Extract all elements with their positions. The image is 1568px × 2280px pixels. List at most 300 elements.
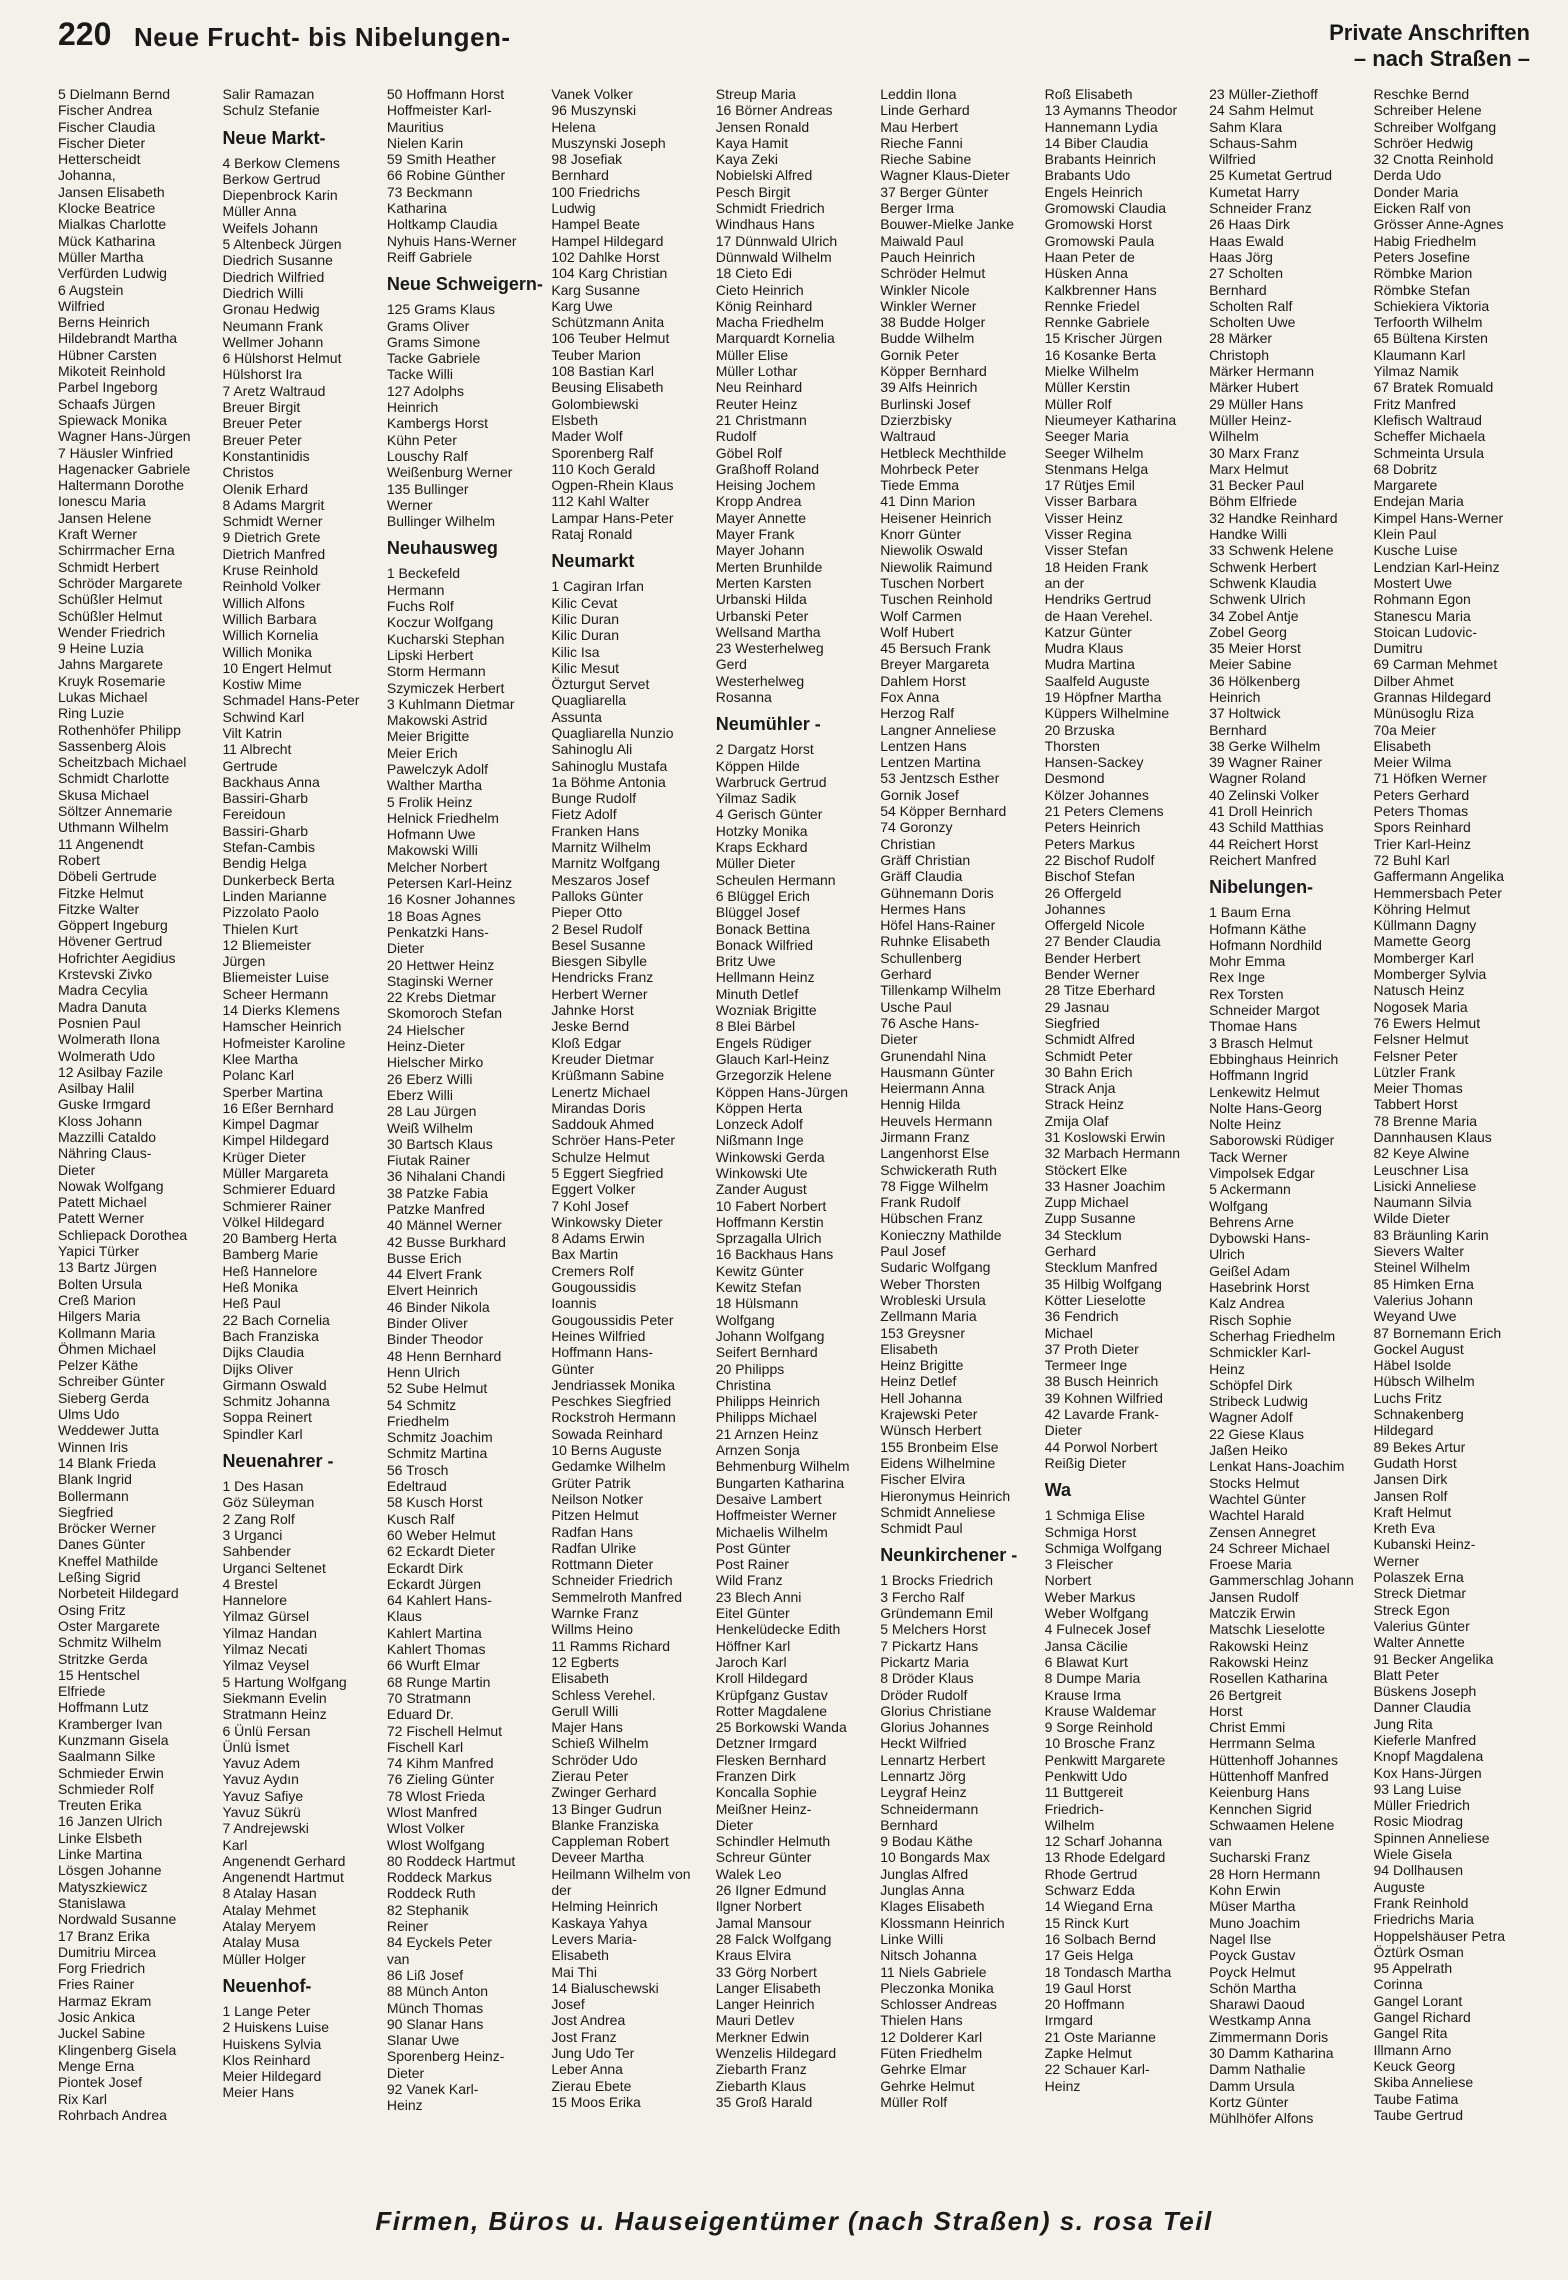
resident-entry: Öhmen Michael	[58, 1340, 157, 1357]
resident-entry: Levers Maria-	[551, 1930, 637, 1947]
resident-entry: 4 Gerisch Günter	[715, 806, 823, 823]
resident-entry: Schmitz Johanna	[222, 1393, 330, 1410]
resident-entry: Kimpel Hildegard	[222, 1132, 330, 1149]
category-heading	[1329, 20, 1530, 72]
resident-entry: Westkamp Anna	[1209, 2012, 1311, 2029]
resident-entry: Hamscher Heinrich	[222, 1018, 342, 1035]
resident-entry: Lösgen Johanne	[58, 1862, 162, 1879]
resident-entry: 17 Rütjes Emil	[1044, 477, 1135, 494]
resident-entry: Cappleman Robert	[551, 1833, 669, 1850]
resident-entry: Wilhelm	[1044, 1816, 1095, 1833]
resident-entry: Heinz-Dieter	[386, 1038, 465, 1055]
resident-entry: van	[1209, 1833, 1232, 1850]
resident-entry: 10 Engert Helmut	[222, 659, 332, 676]
resident-entry: Völkel Hildegard	[222, 1213, 325, 1230]
resident-entry: Forg Friedrich	[58, 1960, 146, 1977]
resident-entry: 84 Eyckels Peter	[386, 1934, 492, 1951]
resident-entry: Blüggel Josef	[715, 904, 800, 921]
resident-entry: Niewolik Oswald	[880, 542, 983, 559]
resident-entry: Leygraf Heinz	[880, 1784, 967, 1801]
directory-column-8	[1209, 86, 1365, 2186]
resident-entry: Wiele Gisela	[1373, 1846, 1453, 1863]
resident-entry: Mauritius	[386, 118, 444, 135]
resident-entry: Bernhard	[1209, 281, 1267, 298]
resident-entry: Döbeli Gertrude	[58, 868, 157, 885]
resident-entry: Marquardt Kornelia	[715, 330, 835, 347]
resident-entry: Fritz Manfred	[1373, 395, 1456, 412]
resident-entry: Müller Martha	[58, 248, 144, 265]
resident-entry: Saalfeld Auguste	[1044, 672, 1150, 689]
resident-entry: 21 Christmann	[715, 411, 807, 428]
resident-entry: Yavuz Safiye	[222, 1787, 304, 1804]
resident-entry: Hampel Hildegard	[551, 232, 664, 249]
resident-entry: Johann Wolfgang	[715, 1327, 825, 1344]
resident-entry: Hasebrink Horst	[1209, 1279, 1310, 1296]
resident-entry: Desmond	[1044, 770, 1105, 787]
resident-entry: Hoffmann Lutz	[58, 1699, 149, 1716]
resident-entry: Heß Monika	[222, 1279, 298, 1296]
resident-entry: Schieß Wilhelm	[551, 1735, 649, 1752]
resident-entry: Ogpen-Rhein Klaus	[551, 477, 674, 494]
resident-entry: Danes Günter	[58, 1536, 146, 1553]
resident-entry: Elisabeth	[551, 1670, 609, 1687]
resident-entry: Breuer Peter	[222, 415, 302, 432]
resident-entry: 38 Patzke Fabia	[386, 1184, 489, 1201]
resident-entry: Skomoroch Stefan	[386, 1005, 503, 1022]
resident-entry: Leßing Sigrid	[58, 1569, 141, 1586]
resident-entry: Wolfgang	[1209, 1197, 1268, 1214]
resident-entry: 26 Haas Dirk	[1209, 216, 1290, 233]
resident-entry: Trier Karl-Heinz	[1373, 835, 1471, 852]
resident-entry: Wolfgang	[715, 1311, 775, 1328]
street-heading: Nibelungen-	[1209, 877, 1314, 898]
resident-entry: Heines Wilfried	[551, 1327, 646, 1344]
resident-entry: Schmieder Rolf	[58, 1780, 154, 1797]
resident-entry: 112 Kahl Walter	[551, 493, 650, 510]
resident-entry: 125 Grams Klaus	[386, 301, 496, 318]
resident-entry: Momberger Karl	[1373, 949, 1474, 966]
resident-entry: Hielscher Mirko	[386, 1054, 484, 1071]
resident-entry: Kropp Andrea	[715, 493, 802, 510]
resident-entry: Frank Rudolf	[880, 1194, 961, 1211]
resident-entry: Römbke Marion	[1373, 265, 1473, 282]
resident-entry: Klein Paul	[1373, 526, 1437, 543]
resident-entry: 10 Bongards Max	[880, 1849, 990, 1866]
resident-entry: Rockstroh Hermann	[551, 1409, 676, 1426]
resident-entry: 83 Bräunling Karin	[1373, 1226, 1489, 1243]
resident-entry: Bolten Ursula	[58, 1275, 143, 1292]
resident-entry: Pelzer Käthe	[58, 1357, 139, 1374]
resident-entry: 7 Pickartz Hans	[880, 1637, 979, 1654]
resident-entry: Blank Ingrid	[58, 1471, 132, 1488]
resident-entry: Schmidt Herbert	[58, 558, 160, 575]
resident-entry: 42 Lavarde Frank-	[1044, 1406, 1160, 1423]
resident-entry: Reißig Dieter	[1044, 1454, 1127, 1471]
resident-entry: Leuschner Lisa	[1373, 1161, 1469, 1178]
resident-entry: 6 Hülshorst Helmut	[222, 350, 342, 367]
resident-entry: Pauch Heinrich	[880, 248, 976, 265]
resident-entry: Waltraud	[880, 428, 936, 445]
resident-entry: Müser Martha	[1209, 1898, 1296, 1915]
resident-entry: Jahns Margarete	[58, 656, 164, 673]
resident-entry: Meier Hans	[222, 2084, 295, 2101]
resident-entry: Wilhelm	[1209, 428, 1259, 445]
resident-entry: Majer Hans	[551, 1719, 623, 1736]
resident-entry: Rothenhöfer Philipp	[58, 721, 181, 738]
resident-entry: Behmenburg Wilhelm	[715, 1458, 850, 1475]
resident-entry: 2 Zang Rolf	[222, 1510, 295, 1527]
resident-entry: Mazzilli Cataldo	[58, 1129, 157, 1145]
resident-entry: Pieper Otto	[551, 904, 623, 921]
resident-entry: 1 Des Hasan	[222, 1478, 304, 1495]
resident-entry: Winkler Nicole	[880, 281, 970, 298]
resident-entry: Schützmann Anita	[551, 314, 665, 331]
resident-entry: Müller Kerstin	[1044, 379, 1131, 396]
resident-entry: 11 Albrecht	[222, 741, 292, 758]
resident-entry: Schüßler Helmut	[58, 591, 163, 608]
resident-entry: Kollmann Maria	[58, 1324, 156, 1341]
resident-entry: Heß Hannelore	[222, 1262, 318, 1279]
resident-entry: 18 Hülsmann	[715, 1295, 799, 1312]
resident-entry: Schröer Hedwig	[1373, 134, 1474, 151]
resident-entry: Weber Markus	[1044, 1588, 1136, 1605]
resident-entry: Stecklum Manfred	[1044, 1259, 1158, 1276]
resident-entry: Zander August	[715, 1181, 807, 1198]
resident-entry: Windhaus Hans	[715, 216, 815, 233]
resident-entry: 20 Hoffmann	[1044, 1996, 1125, 2013]
resident-entry: Warbruck Gertrud	[715, 773, 827, 790]
resident-entry: Heisener Heinrich	[880, 509, 992, 526]
resident-entry: der	[551, 1882, 572, 1899]
resident-entry: 5 Melchers Horst	[880, 1621, 986, 1638]
resident-entry: 76 Zieling Günter	[386, 1771, 495, 1788]
resident-entry: Stratmann Heinz	[222, 1706, 327, 1723]
resident-entry: Kimpel Hans-Werner	[1373, 509, 1504, 526]
resident-entry: 35 Hilbig Wolfgang	[1044, 1275, 1162, 1292]
resident-entry: Burlinski Josef	[880, 395, 971, 412]
resident-entry: 3 Kuhlmann Dietmar	[386, 695, 515, 712]
resident-entry: Robert	[58, 851, 101, 868]
resident-entry: Henn Ulrich	[386, 1363, 461, 1380]
resident-entry: Mühlhöfer Alfons	[1209, 2110, 1314, 2127]
resident-entry: Teuber Marion	[551, 346, 641, 363]
resident-entry: Frank Reinhold	[1373, 1894, 1469, 1911]
resident-entry: Hetbleck Mechthilde	[880, 444, 1007, 461]
resident-entry: Vilt Katrin	[222, 724, 283, 741]
resident-entry: Ulrich	[1209, 1246, 1245, 1263]
resident-entry: 66 Robine Günther	[386, 167, 506, 184]
resident-entry: Willich Monika	[222, 643, 312, 660]
resident-entry: 43 Schild Matthias	[1209, 819, 1324, 836]
resident-entry: Kraps Eckhard	[715, 839, 808, 856]
resident-entry: Hell Johanna	[880, 1389, 962, 1406]
resident-entry: 18 Cieto Edi	[715, 265, 793, 282]
resident-entry: Rotter Magdalene	[715, 1702, 828, 1719]
resident-entry: 72 Buhl Karl	[1373, 851, 1450, 868]
resident-entry: Rudolf	[715, 428, 757, 445]
resident-entry: Schiekiera Viktoria	[1373, 297, 1490, 314]
resident-entry: Hampel Beate	[551, 216, 641, 233]
resident-entry: Wagner Roland	[1209, 770, 1306, 787]
resident-entry: Warnke Franz	[551, 1605, 639, 1622]
resident-entry: Bender Herbert	[1044, 949, 1141, 966]
resident-entry: Franken Hans	[551, 822, 640, 839]
resident-entry: Höffner Karl	[715, 1637, 791, 1654]
resident-entry: Jansa Cäcilie	[1044, 1637, 1128, 1654]
resident-entry: 12 Scharf Johanna	[1044, 1833, 1163, 1850]
resident-entry: Heilmann Wilhelm von	[551, 1865, 691, 1882]
resident-entry: Gornik Peter	[880, 346, 959, 363]
resident-entry: Nieumeyer Katharina	[1044, 411, 1177, 428]
resident-entry: Karl	[222, 1836, 248, 1853]
resident-entry: Momberger Sylvia	[1373, 966, 1487, 983]
resident-entry: 14 Bialuschewski	[551, 1979, 659, 1996]
resident-entry: Michael	[1044, 1324, 1093, 1341]
resident-entry: Sporenberg Ralf	[551, 444, 654, 461]
resident-entry: Zensen Annegret	[1209, 1523, 1316, 1540]
resident-entry: Mau Herbert	[880, 118, 958, 135]
resident-entry: 82 Keye Alwine	[1373, 1145, 1470, 1162]
resident-entry: Saborowski Rüdiger	[1209, 1132, 1335, 1149]
resident-entry: Zupp Michael	[1044, 1194, 1129, 1211]
resident-entry: Pickartz Maria	[880, 1653, 969, 1670]
resident-entry: 27 Bender Claudia	[1044, 933, 1161, 950]
resident-entry: 8 Dröder Klaus	[880, 1670, 974, 1687]
resident-entry: Saddouk Ahmed	[551, 1116, 655, 1133]
resident-entry: Vanek Volker	[551, 86, 633, 102]
resident-entry: Illmann Arno	[1373, 2041, 1452, 2058]
resident-entry: Heinrich	[1209, 688, 1261, 705]
resident-entry: Gornik Josef	[880, 786, 959, 803]
resident-entry: Reichert Manfred	[1209, 851, 1317, 868]
resident-entry: Kusche Luise	[1373, 542, 1458, 559]
resident-entry: Fischell Karl	[386, 1738, 464, 1755]
resident-entry: Böhm Elfriede	[1209, 493, 1297, 510]
resident-entry: Willich Kornelia	[222, 627, 319, 644]
resident-entry: Köppen Hilde	[715, 757, 800, 774]
resident-entry: Meier Wilma	[1373, 754, 1452, 771]
resident-entry: Kusch Ralf	[386, 1510, 455, 1527]
resident-entry: Lentzen Hans	[880, 737, 967, 754]
resident-entry: Klossmann Heinrich	[880, 1914, 1005, 1931]
resident-entry: Katharina	[386, 200, 447, 217]
resident-entry: Müller Holger	[222, 1950, 306, 1967]
resident-entry: 34 Zobel Antje	[1209, 607, 1299, 624]
resident-entry: Fischer Claudia	[58, 118, 156, 135]
resident-entry: Dieter	[386, 940, 425, 957]
resident-entry: Fietz Adolf	[551, 806, 617, 823]
resident-entry: Keienburg Hans	[1209, 1784, 1310, 1801]
resident-entry: Penkwitt Udo	[1044, 1767, 1128, 1784]
resident-entry: Melcher Norbert	[386, 858, 488, 875]
resident-entry: 74 Kihm Manfred	[386, 1755, 494, 1772]
resident-entry: Koncalla Sophie	[715, 1784, 817, 1801]
resident-entry: Jamal Mansour	[715, 1914, 812, 1931]
resident-entry: 29 Jasnau	[1044, 998, 1110, 1015]
resident-entry: Hausmann Günter	[880, 1063, 995, 1080]
street-heading: Neue Markt-	[222, 127, 326, 148]
resident-entry: Leber Anna	[551, 2061, 623, 2078]
resident-entry: Fox Anna	[880, 688, 940, 705]
resident-entry: Cieto Heinrich	[715, 281, 804, 298]
resident-entry: Wozniak Brigitte	[715, 1002, 817, 1019]
resident-entry: Mudra Martina	[1044, 656, 1135, 673]
resident-entry: Müller Lothar	[715, 363, 798, 380]
resident-entry: Gangel Richard	[1373, 2009, 1471, 2026]
resident-entry: 11 Angenendt	[58, 835, 144, 852]
resident-entry: Jaroch Karl	[715, 1653, 787, 1670]
resident-entry: Felsner Peter	[1373, 1047, 1458, 1064]
resident-entry: Grannas Hildegard	[1373, 688, 1492, 705]
resident-entry: Kilic Isa	[551, 643, 600, 660]
resident-entry: Hüttenhoff Manfred	[1209, 1767, 1329, 1784]
resident-entry: Kalz Andrea	[1209, 1295, 1285, 1312]
resident-entry: Detzner Irmgard	[715, 1735, 817, 1752]
resident-entry: Küllmann Dagny	[1373, 917, 1477, 934]
resident-entry: Natusch Heinz	[1373, 982, 1465, 999]
resident-entry: Jirmann Franz	[880, 1129, 970, 1145]
resident-entry: Yilmaz Namik	[1373, 363, 1459, 380]
resident-entry: Westerhelweg	[715, 672, 805, 689]
resident-entry: 52 Sube Helmut	[386, 1380, 488, 1397]
resident-entry: Schindler Helmuth	[715, 1833, 831, 1850]
resident-entry: Endejan Maria	[1373, 493, 1464, 510]
resident-entry: Streup Maria	[715, 86, 796, 102]
resident-entry: Rhode Gertrud	[1044, 1865, 1138, 1882]
resident-entry: Irmgard	[1044, 2012, 1093, 2029]
resident-entry: Taube Fatima	[1373, 2090, 1459, 2107]
resident-entry: Gromowski Claudia	[1044, 200, 1166, 217]
resident-entry: Breyer Margareta	[880, 656, 990, 673]
resident-entry: 35 Meier Horst	[1209, 640, 1301, 657]
directory-column-7	[1045, 86, 1201, 2186]
resident-entry: Makowski Astrid	[386, 712, 488, 729]
resident-entry: Auguste	[1373, 1878, 1425, 1895]
resident-entry: 20 Philipps	[715, 1360, 785, 1377]
resident-entry: 12 Dolderer Karl	[880, 2028, 983, 2045]
resident-entry: 6 Blawat Kurt	[1044, 1653, 1128, 1670]
resident-entry: 10 Berns Auguste	[551, 1442, 662, 1459]
resident-entry: Merten Brunhilde	[715, 558, 823, 575]
resident-entry: 21 Peters Clemens	[1044, 803, 1164, 820]
resident-entry: 5 Frolik Heinz	[386, 793, 473, 810]
resident-entry: Winkler Werner	[880, 297, 977, 314]
resident-entry: Nobielski Alfred	[715, 167, 813, 184]
resident-entry: Hoppelshäuser Petra	[1373, 1927, 1506, 1944]
resident-entry: Stritzke Gerda	[58, 1650, 148, 1667]
resident-entry: 1a Böhme Antonia	[551, 773, 666, 790]
resident-entry: Elisabeth	[551, 1947, 609, 1964]
resident-entry: Müller Heinz-	[1209, 411, 1292, 428]
resident-entry: Wünsch Herbert	[880, 1422, 982, 1439]
resident-entry: Kahlert Thomas	[386, 1641, 486, 1658]
resident-entry: 59 Smith Heather	[386, 151, 496, 168]
resident-entry: 31 Becker Paul	[1209, 477, 1305, 494]
resident-entry: Norbeteit Hildegard	[58, 1585, 179, 1602]
resident-entry: 44 Reichert Horst	[1209, 835, 1318, 852]
resident-entry: Wachtel Günter	[1209, 1490, 1306, 1507]
resident-entry: Werner	[386, 496, 433, 513]
resident-entry: Schröder Udo	[551, 1751, 638, 1768]
resident-entry: Horst	[1209, 1702, 1243, 1719]
resident-entry: Ioannis	[551, 1295, 597, 1312]
resident-entry: Jendriassek Monika	[551, 1376, 676, 1393]
resident-entry: Diedrich Susanne	[222, 252, 333, 269]
resident-entry: Kewitz Günter	[715, 1262, 804, 1279]
directory-column-9	[1374, 86, 1530, 2186]
street-heading: Neue Schweigern-	[386, 274, 543, 295]
resident-entry: Jeske Bernd	[551, 1018, 630, 1035]
resident-entry: Biesgen Sibylle	[551, 953, 648, 970]
resident-entry: 26 Bertgreit	[1209, 1686, 1282, 1703]
resident-entry: 14 Dierks Klemens	[222, 1002, 340, 1019]
resident-entry: 64 Kahlert Hans-	[386, 1592, 492, 1609]
resident-entry: Schneider Franz	[1209, 200, 1312, 217]
resident-entry: Scholten Ralf	[1209, 297, 1293, 314]
resident-entry: Habig Friedhelm	[1373, 232, 1477, 249]
resident-entry: Pitzen Helmut	[551, 1507, 639, 1524]
resident-entry: 3 Fercho Ralf	[880, 1588, 965, 1605]
resident-entry: Gedamke Wilhelm	[551, 1458, 666, 1475]
resident-entry: Wellmer Johann	[222, 333, 324, 350]
resident-entry: Donder Maria	[1373, 183, 1459, 200]
resident-entry: Gromowski Horst	[1044, 216, 1152, 233]
resident-entry: Thorsten	[1044, 737, 1100, 754]
resident-entry: Poyck Gustav	[1209, 1947, 1296, 1964]
resident-entry: Öztürk Osman	[1373, 1943, 1464, 1960]
resident-entry: Mialkas Charlotte	[58, 216, 167, 233]
resident-entry: Herrmann Selma	[1209, 1735, 1315, 1752]
resident-entry: Tack Werner	[1209, 1148, 1288, 1165]
resident-entry: Meier Thomas	[1373, 1080, 1463, 1097]
resident-entry: Hoffmeister Werner	[715, 1507, 837, 1524]
resident-entry: Norbert	[1044, 1572, 1092, 1589]
resident-entry: 127 Adolphs	[386, 382, 464, 399]
resident-entry: Ring Luzie	[58, 705, 125, 722]
resident-entry: Neumann Frank	[222, 317, 323, 334]
resident-entry: Hübner Carsten	[58, 346, 157, 363]
street-heading: Neumarkt	[551, 551, 635, 572]
resident-entry: 30 Bartsch Klaus	[386, 1135, 493, 1152]
resident-entry: Radfan Ulrike	[551, 1539, 637, 1556]
resident-entry: Bischof Stefan	[1044, 868, 1135, 885]
resident-entry: Schmieder Erwin	[58, 1764, 164, 1781]
resident-entry: Krstevski Zivko	[58, 966, 153, 983]
resident-entry: Bonack Wilfried	[715, 936, 814, 953]
resident-entry: Glorius Christiane	[880, 1702, 992, 1719]
resident-entry: Arnzen Sonja	[715, 1442, 800, 1459]
resident-entry: Philipps Michael	[715, 1409, 817, 1426]
resident-entry: Weber Thorsten	[880, 1275, 981, 1292]
resident-entry: Keuck Georg	[1373, 2057, 1456, 2074]
resident-entry: Füten Friedhelm	[880, 2045, 983, 2062]
resident-entry: Hofmann Käthe	[1209, 920, 1307, 937]
resident-entry: 76 Ewers Helmut	[1373, 1014, 1481, 1031]
resident-entry: Gühnemann Doris	[880, 884, 994, 901]
resident-entry: Lenkewitz Helmut	[1209, 1083, 1320, 1100]
resident-entry: Merkner Edwin	[715, 2028, 810, 2045]
resident-entry: Hülshorst Ira	[222, 366, 302, 383]
resident-entry: Ziebarth Klaus	[715, 2077, 807, 2094]
resident-entry: Nogosek Maria	[1373, 998, 1468, 1015]
resident-entry: Stribeck Ludwig	[1209, 1393, 1308, 1410]
resident-entry: Nielen Karin	[386, 134, 464, 151]
resident-entry: Gudath Horst	[1373, 1454, 1457, 1471]
resident-entry: Treuten Erika	[58, 1797, 142, 1814]
resident-entry: Eggert Volker	[551, 1181, 636, 1198]
resident-entry: Dzierzbisky	[880, 411, 952, 428]
resident-entry: Langenhorst Else	[880, 1145, 990, 1162]
